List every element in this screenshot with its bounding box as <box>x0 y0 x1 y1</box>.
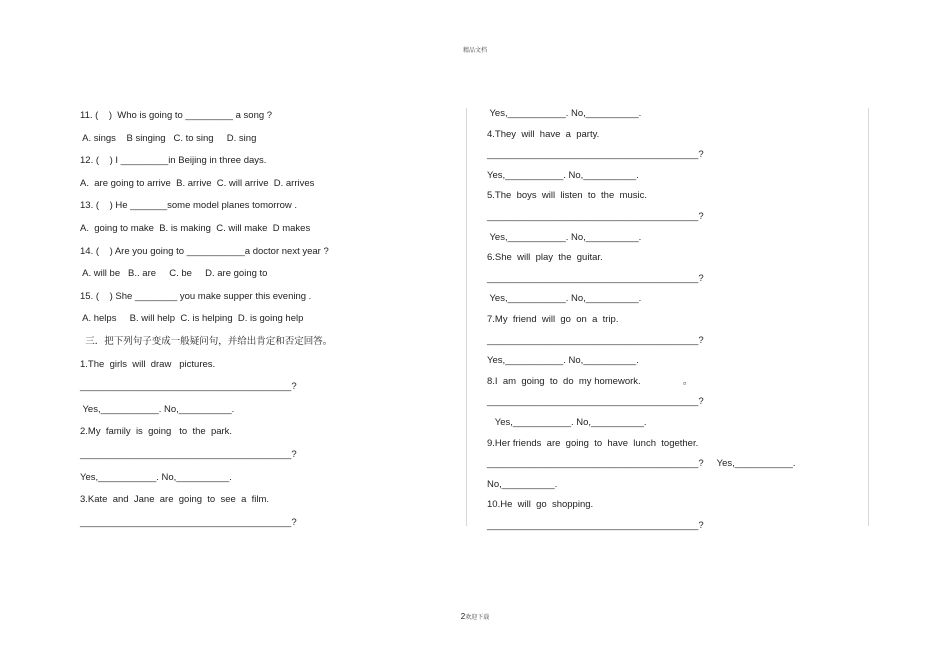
text-line: ________________________________________? <box>487 211 704 222</box>
page-header: 精品文档 <box>462 48 487 54</box>
text-line: 三．把下列句子变成一般疑问句，并给出肯定和否定回答。 <box>80 336 333 347</box>
text-line: Yes,___________. No,__________. <box>487 417 647 428</box>
footer-text: 欢迎下载 <box>465 615 490 621</box>
text-line: A. going to make B. is making C. will make D makes <box>80 223 311 234</box>
text-line: 6.She will play the guitar. <box>487 252 603 264</box>
text-line: 8.I am going to do my homework. 。 <box>487 375 693 387</box>
text-line: 4.They will have a party. <box>487 128 600 140</box>
text-line: A. sings B singing C. to sing D. sing <box>80 132 257 144</box>
text-line: ________________________________________? <box>487 334 704 346</box>
text-line: A. helps B. will help C. is helping D. is going help <box>80 313 304 325</box>
text-line: ________________________________________? <box>80 381 297 393</box>
text-line: 10.He will go shopping. <box>487 499 594 511</box>
right-margin-rule <box>868 108 869 526</box>
text-line: ________________________________________? <box>80 516 297 528</box>
text-line: Yes,___________. No,__________. <box>80 403 235 415</box>
text-line: 15. ( ) She ________ you make supper this evening . <box>80 290 312 302</box>
text-line: 11. ( ) Who is going to _________ a song ? <box>80 110 273 121</box>
page-number: 2 <box>460 612 466 621</box>
text-line: 14. ( ) Are you going to ___________a doctor next year ? <box>80 245 329 257</box>
text-line: 5.The boys will listen to the music. <box>487 190 647 202</box>
text-line: ________________________________________? <box>80 449 297 460</box>
text-line: 3.Kate and Jane are going to see a film. <box>80 494 270 506</box>
text-line: Yes,___________. No,__________. <box>487 231 642 243</box>
text-line: No,__________. <box>487 478 558 490</box>
text-line: ________________________________________? <box>487 272 704 284</box>
text-line: ________________________________________? Yes,___________. <box>487 458 796 470</box>
page-footer <box>0 612 950 621</box>
text-line: 9.Her friends are going to have lunch together. <box>487 437 699 449</box>
text-line: 2.My family is going to the park. <box>80 426 233 438</box>
text-line: Yes,___________. No,__________. <box>487 293 642 305</box>
text-line: 12. ( ) I _________in Beijing in three days. <box>80 155 267 167</box>
text-line: ________________________________________? <box>487 520 704 531</box>
text-line: Yes,___________. No,__________. <box>487 108 642 119</box>
text-line: A. are going to arrive B. arrive C. will arrive D. arrives <box>80 177 315 189</box>
text-line: Yes,___________. No,__________. <box>487 169 639 181</box>
text-line: ________________________________________? <box>487 396 704 408</box>
text-line: ________________________________________? <box>487 149 704 161</box>
text-line: A. will be B.. are C. be D. are going to <box>80 268 268 280</box>
text-line: 7.My friend will go on a trip. <box>487 314 619 325</box>
text-line: Yes,___________. No,__________. <box>80 471 232 483</box>
text-line: 1.The girls will draw pictures. <box>80 358 216 370</box>
text-line: Yes,___________. No,__________. <box>487 355 639 367</box>
column-divider <box>466 108 467 526</box>
text-line: 13. ( ) He _______some model planes tomorrow . <box>80 200 298 212</box>
